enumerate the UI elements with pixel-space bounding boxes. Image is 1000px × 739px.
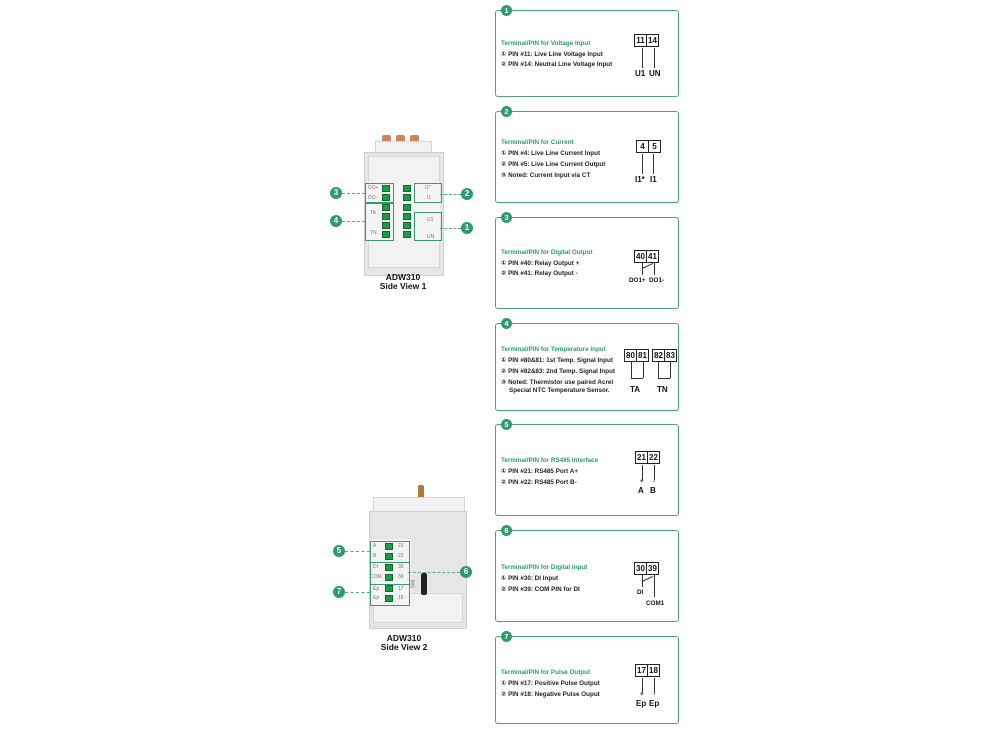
pin-group — [635, 664, 660, 677]
device-upper-panel — [368, 156, 440, 184]
callout-7: 7 — [333, 586, 345, 598]
group-box-3 — [365, 183, 394, 203]
pin-box: 80 — [624, 349, 637, 362]
pin-box: 40 — [634, 250, 647, 263]
terminal-label: 22 — [398, 553, 404, 559]
signal-label: Ep — [636, 699, 647, 708]
wire — [642, 263, 643, 275]
pin-group — [624, 349, 677, 362]
card-item: ② PIN #14: Neutral Line Voltage Input — [501, 61, 613, 68]
callout-line — [342, 193, 365, 194]
device-side-view-2 — [333, 485, 483, 655]
terminal-label: UN — [427, 234, 435, 240]
card-item: ② PIN #39: COM PIN for DI — [501, 586, 580, 593]
card-digital-output — [495, 213, 679, 309]
card-digital-input — [495, 526, 679, 622]
callout-4: 4 — [330, 215, 342, 227]
callout-line — [440, 194, 461, 195]
signal-label: B — [650, 486, 656, 495]
card-number: 5 — [501, 419, 512, 430]
card-number: 7 — [501, 631, 512, 642]
group-box-2 — [414, 183, 442, 203]
terminal-label: TA — [370, 210, 377, 216]
device-subtitle: Side View 2 — [380, 642, 428, 652]
terminal — [403, 185, 411, 192]
callout-2: 2 — [461, 188, 473, 200]
pin-box: 30 — [634, 562, 647, 575]
card-title: Terminal/PIN for RS485 Interface — [501, 457, 599, 464]
sim-slot — [421, 573, 427, 595]
pin-box: 18 — [647, 664, 660, 677]
terminal-label: DO+ — [368, 185, 379, 191]
card-number: 4 — [501, 318, 512, 329]
pin-box: 21 — [635, 451, 648, 464]
pin-group — [634, 34, 659, 47]
wire — [658, 362, 659, 378]
signal-label: DO1- — [649, 277, 665, 284]
card-pulse-output — [495, 632, 679, 724]
signal-label: A — [638, 486, 644, 495]
card-item: ③ Noted: Current Input via CT — [501, 172, 591, 179]
pin-box: 82 — [652, 349, 665, 362]
callout-line — [408, 572, 460, 573]
card-item: ① PIN #17: Positive Pulse Output — [501, 680, 600, 687]
card-item: Special NTC Temperature Sensor. — [509, 387, 610, 394]
card-item: ① PIN #21: RS485 Port A+ — [501, 468, 579, 475]
polarity-label: + — [640, 478, 644, 485]
terminal-label: TN — [370, 230, 377, 236]
polarity-label: - — [653, 478, 656, 485]
card-number: 2 — [501, 106, 512, 117]
terminal-label: DI — [373, 564, 378, 570]
device-side-view-1 — [330, 130, 480, 300]
terminal-label: A — [373, 543, 377, 549]
card-item: ① PIN #30: DI Input — [501, 575, 559, 582]
card-number: 6 — [501, 525, 512, 536]
terminal-label: 17 — [398, 586, 404, 592]
card-item: ② PIN #18: Negative Pulse Ouput — [501, 691, 600, 698]
signal-label: DI — [637, 589, 644, 596]
callout-line — [345, 592, 370, 593]
signal-label: Ep — [649, 699, 660, 708]
signal-label: DO1+ — [629, 277, 646, 284]
wire — [670, 362, 671, 378]
card-item: ① PIN #4: Live Line Current Input — [501, 150, 601, 157]
signal-label: COM1 — [646, 600, 665, 607]
card-item: ① PIN #11: Live Line Voltage Input — [501, 51, 603, 58]
wire — [631, 378, 643, 379]
polarity-label: - — [653, 691, 656, 698]
card-title: Terminal/PIN for Digital Input — [501, 564, 588, 571]
card-item: ② PIN #82&83: 2nd Temp. Signal Input — [501, 368, 616, 375]
polarity-label: + — [640, 691, 644, 698]
card-temperature-input — [495, 319, 679, 411]
card-rs485-interface — [495, 420, 679, 516]
pin-box: 41 — [646, 250, 659, 263]
callout-line — [440, 228, 461, 229]
pin-box: 11 — [634, 34, 647, 47]
terminal-label: U1 — [427, 217, 434, 223]
wire — [643, 362, 644, 378]
callout-1: 1 — [461, 222, 473, 234]
pin-box: 81 — [636, 349, 649, 362]
wire — [654, 48, 655, 68]
callout-5: 5 — [333, 545, 345, 557]
signal-label: I1 — [650, 175, 657, 184]
wire — [653, 154, 654, 174]
card-number: 3 — [501, 212, 512, 223]
terminal-label: I1* — [425, 185, 432, 191]
terminal — [403, 231, 411, 238]
group-box-6 — [370, 562, 410, 585]
callout-line — [342, 221, 365, 222]
signal-label: UN — [649, 69, 661, 78]
switch-icon — [642, 576, 653, 582]
group-box-7 — [370, 584, 410, 606]
pin-box: 4 — [636, 140, 649, 153]
callout-6: 6 — [460, 566, 472, 578]
pin-box: 83 — [664, 349, 677, 362]
pin-group — [634, 250, 659, 263]
card-title: Terminal/PIN for Current — [501, 139, 574, 146]
wire — [631, 362, 632, 378]
sim-label: SIM — [410, 579, 417, 589]
signal-label: TN — [657, 385, 668, 394]
pin-group — [636, 140, 661, 153]
signal-label: U1 — [635, 69, 646, 78]
group-box-4 — [365, 203, 394, 241]
terminal-label: 21 — [398, 543, 404, 549]
terminal-label: 39 — [398, 574, 404, 580]
card-current — [495, 107, 679, 203]
pin-group — [634, 562, 659, 575]
group-box-5 — [370, 541, 410, 563]
pin-box: 39 — [646, 562, 659, 575]
card-item: ② PIN #5: Live Line Current Output — [501, 161, 606, 168]
terminal-label: 18 — [398, 595, 404, 601]
pin-box: 14 — [646, 34, 659, 47]
wire — [658, 378, 670, 379]
card-number: 1 — [501, 5, 512, 16]
pin-box: 5 — [648, 140, 661, 153]
terminal-label: Ep — [373, 595, 380, 601]
terminal-label: COM — [370, 574, 382, 580]
wire — [642, 154, 643, 174]
terminal-label: Ep — [373, 586, 380, 592]
terminal-label: DO- — [368, 195, 378, 201]
card-voltage-input — [495, 6, 679, 97]
device-lower-panel — [368, 238, 440, 268]
wire — [642, 48, 643, 68]
device-title: ADW310 — [386, 633, 422, 643]
callout-3: 3 — [330, 187, 342, 199]
signal-label: I1* — [635, 175, 645, 184]
callout-line — [345, 551, 370, 552]
wire — [654, 263, 655, 275]
device-title: ADW310 — [385, 272, 421, 282]
card-item: ① PIN #40: Relay Output + — [501, 260, 580, 267]
terminal — [403, 194, 411, 201]
wire — [654, 575, 655, 597]
terminal — [403, 204, 411, 211]
group-box-1 — [414, 212, 442, 241]
signal-label: TA — [630, 385, 641, 394]
relay-switch-icon — [642, 263, 653, 269]
card-item: ② PIN #41: Relay Output - — [501, 270, 578, 277]
terminal — [403, 222, 411, 229]
terminal-label: I1 — [427, 195, 432, 201]
card-title: Terminal/PIN for Pulse Output — [501, 669, 591, 676]
terminal-label: 30 — [398, 564, 404, 570]
device-subtitle: Side View 1 — [379, 281, 427, 291]
card-item: ① PIN #80&81: 1st Temp. Signal Input — [501, 357, 613, 364]
card-title: Terminal/PIN for Voltage Input — [501, 40, 591, 47]
card-title: Terminal/PIN for Temperature Input — [501, 346, 606, 353]
card-item: ③ Noted: Thermistor use paired Acrel — [501, 379, 614, 386]
card-item: ② PIN #22: RS485 Port B- — [501, 479, 577, 486]
card-title: Terminal/PIN for Digital Output — [501, 249, 593, 256]
pin-box: 17 — [635, 664, 648, 677]
terminal — [403, 213, 411, 220]
pin-box: 22 — [647, 451, 660, 464]
terminal-label: B — [373, 553, 377, 559]
pin-group — [635, 451, 660, 464]
